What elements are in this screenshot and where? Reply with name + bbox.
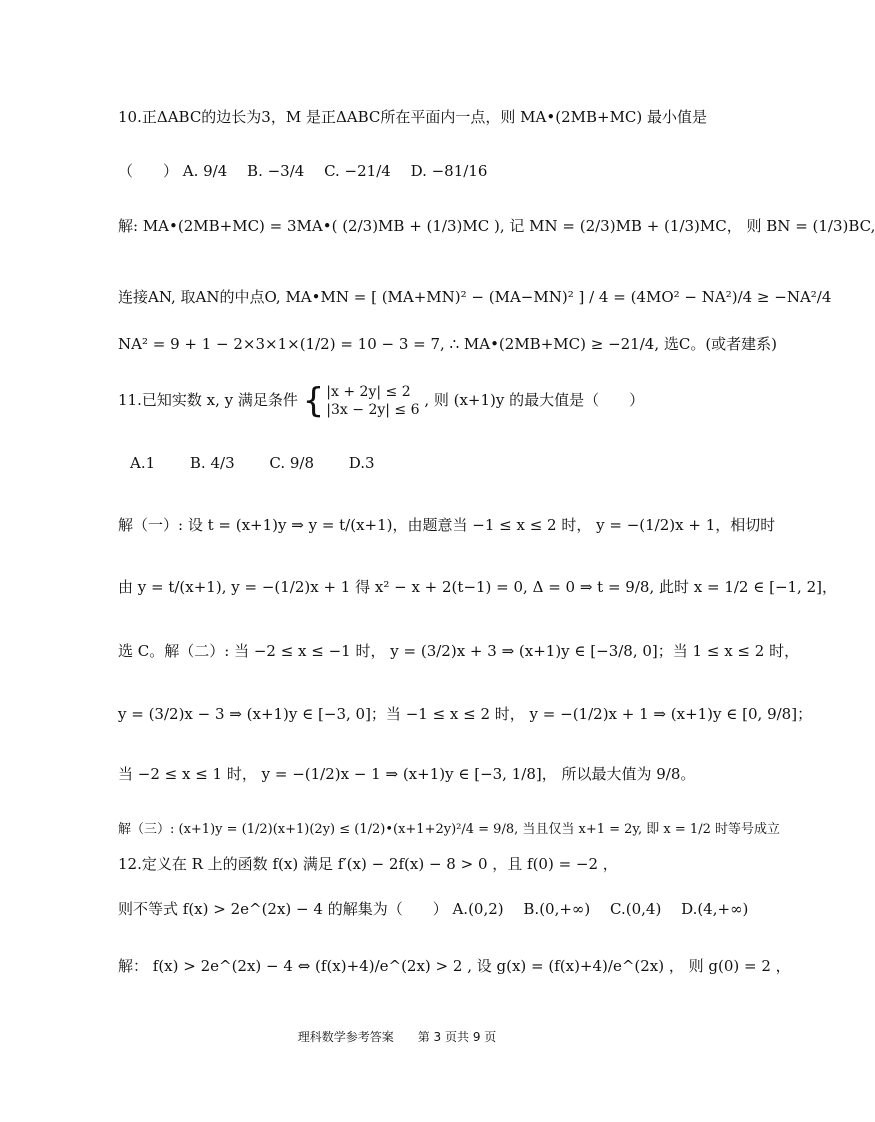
q11-stem-suffix: , 则 (x+1)y 的最大值是（ ）	[424, 391, 645, 410]
q10-solution-line-3: NA² = 9 + 1 − 2×3×1×(1/2) = 10 − 3 = 7, ∴ MA•(2MB+MC) ≥ −21/4, 选C。(或者建系)	[118, 335, 778, 353]
q11-stem	[118, 381, 645, 422]
page-footer: 理科数学参考答案 第 3 页共 9 页	[297, 1030, 497, 1044]
q11-condition-system	[302, 381, 420, 422]
q10-options: （ ） A. 9/4 B. −3/4 C. −21/4 D. −81/16	[118, 162, 488, 180]
q12-stem-line-1: 12.定义在 R 上的函数 f(x) 满足 f′(x) − 2f(x) − 8 > 0 ，且 f(0) = −2 ，	[118, 855, 618, 873]
q10-solution-line-2: 连接AN, 取AN的中点O, MA•MN = [ (MA+MN)² − (MA−MN)² ] / 4 = (4MO² − NA²)/4 ≥ −NA²/4	[118, 288, 832, 306]
left-brace-icon: {	[302, 381, 325, 422]
q11-solution-line-6: 解（三）: (x+1)y = (1/2)(x+1)(2y) ≤ (1/2)•(x+1+2y)²/4 = 9/8, 当且仅当 x+1 = 2y, 即 x = 1/2 时等号成立	[118, 822, 780, 837]
q11-solution-line-5: 当 −2 ≤ x ≤ 1 时， y = −(1/2)x − 1 ⇒ (x+1)y ∈ [−3, 1/8]， 所以最大值为 9/8。	[118, 765, 696, 783]
q11-options: A.1 B. 4/3 C. 9/8 D.3	[130, 454, 375, 472]
q12-stem-line-2: 则不等式 f(x) > 2e^(2x) − 4 的解集为（ ） A.(0,2) B.(0,+∞) C.(0,4) D.(4,+∞)	[118, 900, 749, 918]
q12-solution-line-1: 解： f(x) > 2e^(2x) − 4 ⇔ (f(x)+4)/e^(2x) > 2 , 设 g(x) = (f(x)+4)/e^(2x) ， 则 g(0) = 2 ，	[118, 957, 791, 975]
q11-solution-line-3: 选 C。解（二）: 当 −2 ≤ x ≤ −1 时， y = (3/2)x + 3 ⇒ (x+1)y ∈ [−3/8, 0]；当 1 ≤ x ≤ 2 时，	[118, 642, 800, 660]
q11-solution-line-4: y = (3/2)x − 3 ⇒ (x+1)y ∈ [−3, 0]；当 −1 ≤ x ≤ 2 时， y = −(1/2)x + 1 ⇒ (x+1)y ∈ [0, 9/8]；	[118, 705, 813, 723]
q11-solution-line-1: 解（一）: 设 t = (x+1)y ⇒ y = t/(x+1)，由题意当 −1 ≤ x ≤ 2 时， y = −(1/2)x + 1，相切时	[118, 516, 776, 534]
q11-solution-line-2: 由 y = t/(x+1), y = −(1/2)x + 1 得 x² − x + 2(t−1) = 0, Δ = 0 ⇒ t = 9/8, 此时 x = 1/2 ∈ [−1, 2]，	[118, 578, 837, 596]
q11-condition-1: |x + 2y| ≤ 2	[326, 384, 411, 400]
q11-stem-prefix: 11.已知实数 x, y 满足条件	[118, 391, 298, 410]
q10-stem: 10.正ΔABC的边长为3，M 是正ΔABC所在平面内一点，则 MA•(2MB+MC) 最小值是	[118, 108, 708, 126]
q11-condition-2: |3x − 2y| ≤ 6	[326, 402, 420, 419]
q10-solution-line-1: 解: MA•(2MB+MC) = 3MA•( (2/3)MB + (1/3)MC ), 记 MN = (2/3)MB + (1/3)MC， 则 BN = (1/3)BC,	[118, 217, 875, 235]
